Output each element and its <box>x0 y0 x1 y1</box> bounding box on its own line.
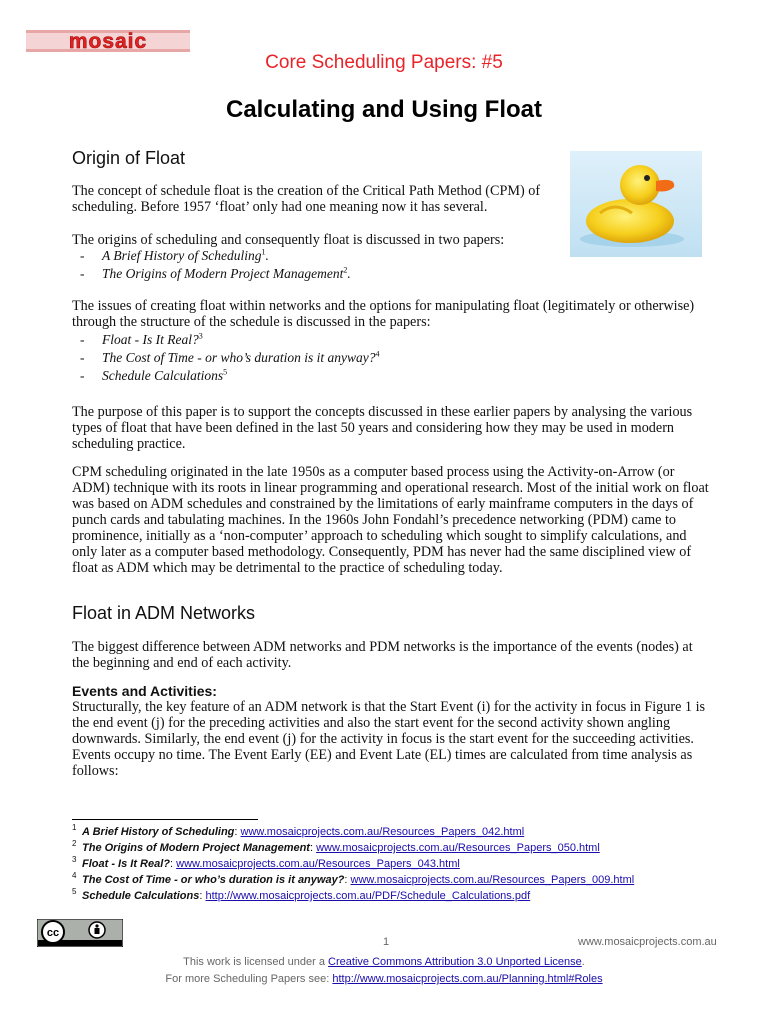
svg-text:cc: cc <box>46 927 60 939</box>
papers-list-1 <box>72 247 572 283</box>
footnote: 3 Float - Is It Real?: www.mosaicprojects.com.au/Resources_Papers_043.html <box>72 855 460 870</box>
footnote-link[interactable]: www.mosaicprojects.com.au/Resources_Papers_043.html <box>176 858 460 870</box>
paragraph-7: Structurally, the key feature of an ADM network is that the Start Event (i) for the activity in focus in Figure 1 is the end event (j) for the preceding activities and also the start event for the second activity shown angling downwards. Similarly, the end event (j) for the activity in focus is the start event for the succeeding activities. Events occupy no time. The Event Early (EE) and Event Late (EL) times are calculated from time analysis as follows: <box>72 699 706 779</box>
more-papers-link[interactable]: http://www.mosaicprojects.com.au/Planning.html#Roles <box>332 973 603 985</box>
list-item: - The Cost of Time - or who’s duration is it anyway?$^4$ <box>80 349 380 365</box>
list-item: - The Origins of Modern Project Management$^2$. <box>80 265 351 281</box>
footnotes <box>72 824 732 904</box>
paragraph-1: The concept of schedule float is the creation of the Critical Path Method (CPM) of scheduling. Before 1957 ‘float’ only had one meaning now it has several. <box>72 183 541 215</box>
paragraph-6: The biggest difference between ADM networks and PDM networks is the importance of the events (nodes) at the beginning and end of each activity. <box>72 639 693 671</box>
paragraph-2: The origins of scheduling and consequently float is discussed in two papers: <box>72 232 505 248</box>
list-item: - A Brief History of Scheduling$^1$. <box>80 247 269 263</box>
footnote: 1 A Brief History of Scheduling: www.mosaicprojects.com.au/Resources_Papers_042.html <box>72 823 525 838</box>
footnote: 5 Schedule Calculations: http://www.mosaicprojects.com.au/PDF/Schedule_Calculations.pdf <box>72 887 531 902</box>
footnote-link[interactable]: www.mosaicprojects.com.au/Resources_Papers_050.html <box>316 842 600 854</box>
series-subtitle: Core Scheduling Papers: #5 <box>265 52 503 73</box>
footnote-link[interactable]: http://www.mosaicprojects.com.au/PDF/Schedule_Calculations.pdf <box>205 890 531 902</box>
more-papers-line: For more Scheduling Papers see: http://www.mosaicprojects.com.au/Planning.html#Roles <box>165 973 603 985</box>
paragraph-3: The issues of creating float within networks and the options for manipulating float (legitimately or otherwise) through the structure of the schedule is discussed in the papers: <box>72 298 695 330</box>
footnote-link[interactable]: www.mosaicprojects.com.au/Resources_Papers_042.html <box>240 826 525 838</box>
subheading-events: Events and Activities: <box>72 683 217 699</box>
section-heading-origin: Origin of Float <box>72 148 186 168</box>
section-heading-adm: Float in ADM Networks <box>72 603 256 623</box>
footnote-divider <box>72 819 258 820</box>
footnote: 2 The Origins of Modern Project Management: www.mosaicprojects.com.au/Resources_Papers_050.html <box>72 839 600 854</box>
paragraph-5: CPM scheduling originated in the late 1950s as a computer based process using the Activity-on-Arrow (or ADM) technique with its roots in linear programming and operational research. Most of the initial work on float was based on ADM schedules and constrained by the limitations of early mainframe computers in the days of punch cards and tabulating machines. In the 1960s John Fondahl’s precedence networking (PDM) came to prominence, initially as a ‘non-computer’ approach to scheduling which sought to simplify calculations, and only later as a computer based methodology. Consequently, PDM has never had the same disciplined view of float as ADM which may be detrimental to the practice of scheduling today. <box>72 464 709 576</box>
footer-website: www.mosaicprojects.com.au <box>578 936 717 948</box>
mosaic-logo <box>26 30 190 52</box>
papers-list-2 <box>72 331 572 385</box>
license-link[interactable]: Creative Commons Attribution 3.0 Unported License <box>328 956 582 968</box>
list-item: - Float - Is It Real?$^3$ <box>80 331 203 347</box>
svg-text:mosaic: mosaic <box>68 30 148 52</box>
paragraph-4: The purpose of this paper is to support the concepts discussed in these earlier papers by analysing the various types of float that have been defined in the last 50 years and considering how they may be used in modern scheduling practice. <box>72 404 693 452</box>
footnote-link[interactable]: www.mosaicprojects.com.au/Resources_Papers_009.html <box>350 874 635 886</box>
page-title: Calculating and Using Float <box>225 96 543 123</box>
license-line: This work is licensed under a Creative Commons Attribution 3.0 Unported License. <box>183 956 585 968</box>
list-item: - Schedule Calculations$^5$ <box>80 367 228 383</box>
footnote: 4 The Cost of Time - or who’s duration is it anyway?: www.mosaicprojects.com.au/Resources_Papers_009.html <box>72 871 635 886</box>
cc-by-license-icon[interactable] <box>37 919 123 947</box>
page-number: 1 <box>383 936 390 948</box>
